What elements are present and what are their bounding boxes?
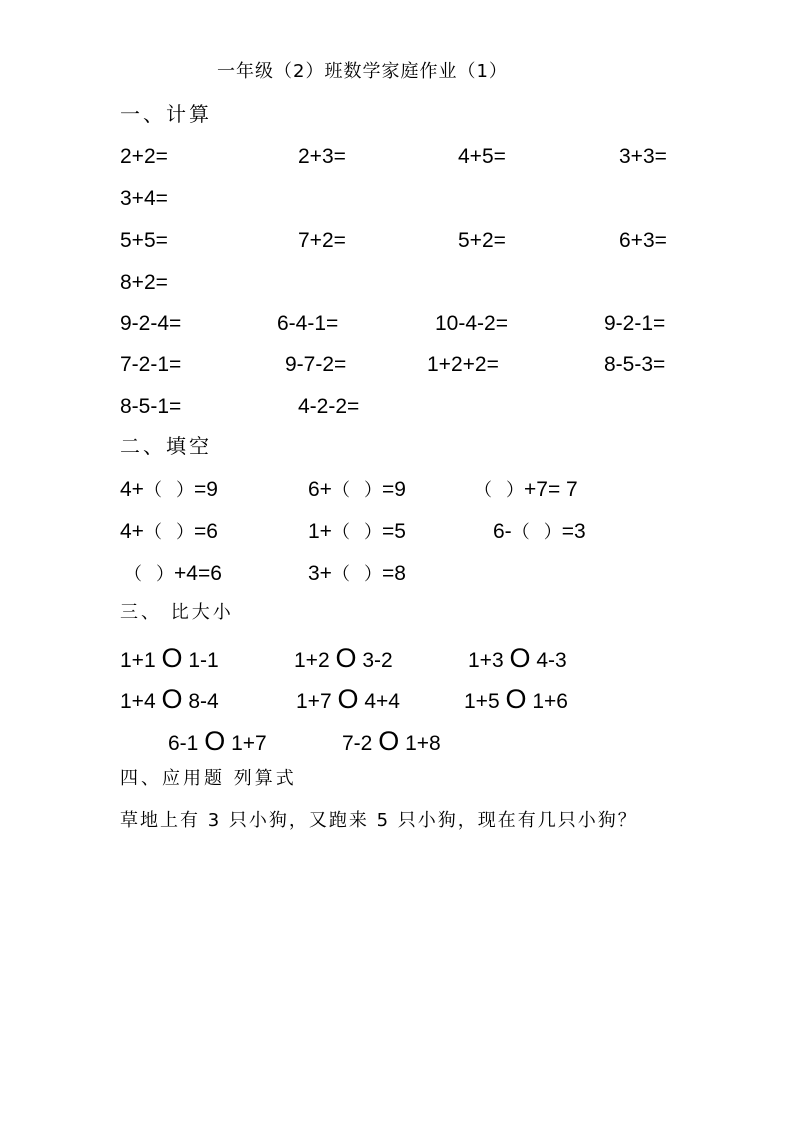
compare-circle[interactable]: O [378, 726, 400, 756]
compare-circle[interactable]: O [161, 684, 183, 714]
calc-item: 2+3= [298, 145, 346, 168]
calc-item: 9-7-2= [285, 353, 347, 376]
compare-circle[interactable]: O [509, 643, 531, 673]
compare-item: 1+7 O 4+4 [296, 684, 400, 714]
compare-circle[interactable]: O [204, 726, 226, 756]
word-problem-question: 草地上有 3 只小狗，又跑来 5 只小狗，现在有几只小狗？ [120, 810, 638, 831]
calc-item: 4-2-2= [298, 395, 360, 418]
compare-item: 1+3 O 4-3 [468, 643, 567, 673]
calc-item: 2+2= [120, 145, 168, 168]
calc-item: 6-4-1= [277, 312, 339, 335]
section-heading-compare: 三、 比大小 [120, 602, 234, 623]
section-heading-fill-blank: 二、填空 [120, 434, 212, 458]
fill-item: 3+（ ）=8 [308, 562, 406, 585]
compare-circle[interactable]: O [335, 643, 357, 673]
calc-item: 3+3= [619, 145, 667, 168]
calc-item: 9-2-4= [120, 312, 182, 335]
calc-item: 6+3= [619, 229, 667, 252]
compare-item: 6-1 O 1+7 [168, 726, 267, 756]
compare-item: 7-2 O 1+8 [342, 726, 441, 756]
fill-item: （ ）+7= 7 [474, 478, 578, 501]
calc-item: 8-5-3= [604, 353, 666, 376]
calc-item: 3+4= [120, 187, 168, 210]
fill-item: 4+（ ）=9 [120, 478, 218, 501]
fill-item: 6-（ ）=3 [493, 520, 586, 543]
page-title: 一年级（2）班数学家庭作业（1） [217, 61, 508, 82]
calc-item: 4+5= [458, 145, 506, 168]
calc-item: 9-2-1= [604, 312, 666, 335]
compare-circle[interactable]: O [337, 684, 359, 714]
compare-item: 1+1 O 1-1 [120, 643, 219, 673]
calc-item: 7+2= [298, 229, 346, 252]
fill-item: 6+（ ）=9 [308, 478, 406, 501]
fill-item: （ ）+4=6 [124, 562, 222, 585]
compare-circle[interactable]: O [161, 643, 183, 673]
compare-item: 1+2 O 3-2 [294, 643, 393, 673]
calc-item: 10-4-2= [435, 312, 508, 335]
fill-item: 4+（ ）=6 [120, 520, 218, 543]
fill-item: 1+（ ）=5 [308, 520, 406, 543]
calc-item: 1+2+2= [427, 353, 499, 376]
calc-item: 7-2-1= [120, 353, 182, 376]
compare-item: 1+4 O 8-4 [120, 684, 219, 714]
calc-item: 5+5= [120, 229, 168, 252]
section-heading-calculation: 一、计算 [120, 102, 212, 126]
compare-item: 1+5 O 1+6 [464, 684, 568, 714]
calc-item: 8+2= [120, 271, 168, 294]
section-heading-word-problem: 四、应用题 列算式 [120, 768, 297, 789]
compare-circle[interactable]: O [505, 684, 527, 714]
calc-item: 8-5-1= [120, 395, 182, 418]
calc-item: 5+2= [458, 229, 506, 252]
